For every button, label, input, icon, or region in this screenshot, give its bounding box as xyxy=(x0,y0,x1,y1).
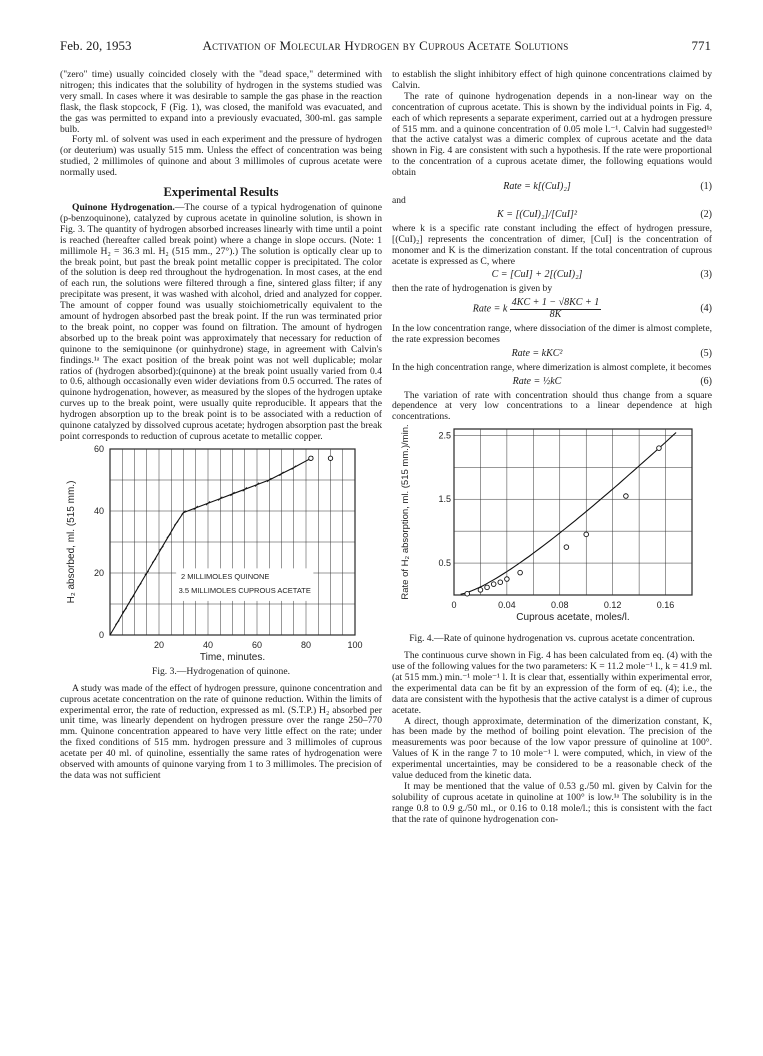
equation-4: Rate = k $\frac{4KC + 1 - √8KC + 1}{8K}$ (4) xyxy=(472,297,712,321)
data-point xyxy=(130,596,134,600)
x-tick-label: 40 xyxy=(202,639,214,650)
paragraph: In the high concentration range, where dimerization is almost complete, it becomes xyxy=(392,361,712,373)
equation-3: C = [CuI] + 2[(CuI)₂] (3) xyxy=(491,269,712,281)
x-tick-label: 80 xyxy=(300,639,312,650)
x-axis-label: Cuprous acetate, moles/l. xyxy=(516,612,630,624)
page-number: 771 xyxy=(691,38,711,53)
data-point xyxy=(624,494,629,499)
paragraph: It may be mentioned that the value of 0.53 g./50 ml. given by Calvin for the solubility of cuprous acetate in quinoline at 100° is low.¹ᵃ The solubility is in the range 0.8 to 0.9 g./50 ml., or 0.16 to 0.18 mole/l.; this is consistent with the fact that the rate of quinone hydrogenation con- xyxy=(392,780,712,825)
data-point xyxy=(309,456,313,460)
paragraph: ("zero" time) usually coincided closely with the "dead space," determined with nitrogen; this indicates that the solubility of hydrogen in the systems studied was very small. In cases where it was desirable to sample the gas phase in the reaction flask, the flask stopcock, F (Fig. 1), was closed, the manifold was evacuated, and the gas was permitted to expand into a previously evacuated, 300-ml. gas sample bulb. xyxy=(60,69,382,135)
right-column xyxy=(392,70,712,826)
figure-4 xyxy=(392,423,712,632)
data-point xyxy=(174,521,178,525)
outlier-point xyxy=(328,456,332,460)
annotation: 2 MILLIMOLES QUINONE xyxy=(181,572,270,582)
data-point xyxy=(167,534,171,538)
figure-4-chart xyxy=(392,423,712,628)
left-column xyxy=(60,70,382,782)
data-point xyxy=(518,571,523,576)
data-point xyxy=(478,588,483,593)
equation-1: Rate = k[(CuI)₂] (1) xyxy=(503,181,712,193)
data-point xyxy=(485,585,490,590)
data-point xyxy=(505,577,510,582)
x-tick-label: 60 xyxy=(251,639,263,650)
paragraph: Forty ml. of solvent was used in each experiment and the pressure of hydrogen (or deuterium) was usually 515 mm. Unless the effect of concentration was being studied, 2 millimoles of quinone and about 3 millimoles of cuprous acetate were normally used. xyxy=(60,134,382,179)
y-axis-label: H₂ absorbed, ml. (515 mm.) xyxy=(66,480,77,604)
paragraph: In the low concentration range, where dissociation of the dimer is almost complete, the rate expression becomes xyxy=(392,323,712,345)
y-tick-label: 2.5 xyxy=(438,430,451,441)
data-line xyxy=(110,458,311,635)
equation-5: Rate = kKC² (5) xyxy=(511,347,712,359)
y-axis-label: Rate of H₂ absorption, ml. (515 mm.)/min. xyxy=(400,424,411,600)
x-tick-label: 0 xyxy=(451,600,457,611)
x-tick-label: 0.16 xyxy=(656,600,675,611)
x-tick-label: 100 xyxy=(347,639,363,650)
y-tick-label: 0 xyxy=(98,629,104,640)
data-point xyxy=(159,546,163,550)
paragraph-text: —The course of a typical hydrogenation of quinone (p-benzoquinone), catalyzed by cuprous acetate in quinoline solution, is shown in Fig. 3. The quantity of hydrogen absorbed increases linearly with time until a point is reached (hereafter called break point) where a change in slope occurs. (Note: 1 millimole H₂ = 36.3 ml. H₂ (515 mm., 27°).) The solution is optically clear up to the break point, but past the break point metallic copper is precipitated. The color of the solution is deep red throughout the hydrogenation. In most cases, at the end of each run, the solutions were filtered through a fine, sintered glass filter; if any precipitate was present, it was washed with alcohol, dried and analyzed for copper. The amount of copper found was usually stoichiometrically equivalent to the amount of hydrogen absorbed past the break point. If the run was terminated prior to the break point, no copper was found on filtration. The amount of hydrogen absorbed up to the break point was approximately that necessary for reduction of quinone to the semiquinone (or quinhydrone) stage, in agreement with Calvin's findings.¹ᵃ The exact position of the break point was not well duplicable; molar ratios of (hydrogen absorbed):(quinone) at the break point usually varied from 0.4 to 0.6, although occasionally even wider deviations from 0.5 occurred. The rates of quinone hydrogenation, however, as measured by the slopes of the hydrogen uptake curves up to the break point, were usually quite reproducible. It appears that the hydrogen absorption up to the break point is to be associated with a reduction of quinone catalyzed by dissolved cuprous acetate; hydrogen absorption past the break point corresponds to reduction of cuprous acetate to metallic copper. xyxy=(60,201,382,442)
y-tick-label: 40 xyxy=(93,505,104,516)
data-point xyxy=(657,446,662,451)
figure-3 xyxy=(60,443,382,665)
figure-3-caption: Fig. 3.—Hydrogenation of quinone. xyxy=(151,665,291,677)
connector-text: and xyxy=(392,194,406,206)
y-tick-label: 20 xyxy=(93,567,104,578)
section-heading: Experimental Results xyxy=(163,185,279,200)
y-tick-label: 60 xyxy=(93,443,104,454)
x-tick-label: 0.12 xyxy=(603,600,622,611)
paragraph: to establish the slight inhibitory effect of high quinone concentrations claimed by Calvin. xyxy=(392,69,712,91)
header-date: Feb. 20, 1953 xyxy=(60,38,132,53)
data-point xyxy=(115,621,119,625)
paragraph: where k is a specific rate constant including the effect of hydrogen pressure, [(CuI)₂] represents the concentration of dimer, [CuI] is the concentration of monomer and K is the dimerization constant. If the total concentration of cuprous acetate is expressed as C, where xyxy=(392,222,712,267)
paragraph: A study was made of the effect of hydrogen pressure, quinone concentration and cuprous acetate concentration on the rate of quinone reduction. Within the limits of experimental error, the rate of reduction, expressed as ml. (S.T.P.) H₂ absorbed per unit time, was linearly dependent on hydrogen pressure over the range 250–770 mm. Quinone concentration appeared to have very little effect on the rate; under the fixed conditions of 515 mm. hydrogen pressure and 3 millimoles of cuprous acetate per 40 ml. of quinoline, essentially the same rates of hydrogenation were observed with amounts of quinone varying from 1 to 3 millimoles. The precision of the data was not sufficient xyxy=(60,682,382,781)
figure-3-chart xyxy=(60,443,382,661)
equation-2: K = [(CuI)₂]/[CuI]² (2) xyxy=(497,208,712,220)
figure-4-caption: Fig. 4.—Rate of quinone hydrogenation vs. cuprous acetate concentration. xyxy=(409,633,695,645)
data-point xyxy=(465,592,470,597)
data-point xyxy=(564,545,569,550)
data-point xyxy=(584,532,589,537)
paragraph: The variation of rate with concentration should thus change from a square dependence at very low concentrations to a linear dependence at high concentrations. xyxy=(392,389,712,423)
subsection-heading: Quinone Hydrogenation. xyxy=(72,201,175,213)
annotation: 3.5 MILLIMOLES CUPROUS ACETATE xyxy=(178,586,311,596)
paragraph xyxy=(60,203,382,443)
x-tick-label: 0.08 xyxy=(551,600,569,611)
paragraph: then the rate of hydrogenation is given by xyxy=(392,283,553,295)
fitted-curve xyxy=(461,433,676,595)
x-axis-label: Time, minutes. xyxy=(199,651,266,661)
equation-6: Rate = ½kC (6) xyxy=(512,375,712,387)
y-tick-label: 0.5 xyxy=(438,558,451,569)
plot-frame xyxy=(454,429,692,595)
data-point xyxy=(123,608,127,612)
x-tick-label: 0.04 xyxy=(498,600,516,611)
page-header xyxy=(60,38,711,56)
data-point xyxy=(498,580,503,585)
paragraph: The rate of quinone hydrogenation depends in a non-linear way on the concentration of cuprous acetate. This is shown by the individual points in Fig. 4, each of which represents a separate experiment, carried out at a hydrogen pressure of 515 mm. and a quinone concentration of 0.05 mole l.⁻¹. Calvin had suggested¹ᵃ that the active catalyst was a dimeric complex of cuprous acetate and the data shown in Fig. 4 are consistent with such a hypothesis. If the rate were proportional to the concentration of a cuprous acetate dimer, the following equations would obtain xyxy=(392,90,712,179)
data-point xyxy=(491,582,496,587)
paragraph: The continuous curve shown in Fig. 4 has been calculated from eq. (4) with the use of the following values for the two parameters: K = 11.2 mole⁻¹ l., k = 41.9 ml. (at 515 mm.) min.⁻¹ mole⁻¹ l. It is clear that, essentially within experimental error, the experimental data can be fit by an expression of the form of eq. (4); i.e., the data are consistent with the hypothesis that the active catalyst is a dimer of cuprous acetate. xyxy=(392,650,713,716)
paragraph: A direct, though approximate, determination of the dimerization constant, K, has been made by the method of boiling point elevation. The precision of the measurements was poor because of the low vapor pressure of quinoline at 100°. Values of K in the range 7 to 10 mole⁻¹ l. were computed, which, in view of the experimental uncertainties, may be considered to be a reasonable check of the value deduced from the kinetic data. xyxy=(392,715,712,782)
header-title: Activation of Molecular Hydrogen by Cuprous Acetate Solutions xyxy=(202,38,569,53)
x-tick-label: 20 xyxy=(153,639,165,650)
y-tick-label: 1.5 xyxy=(438,494,451,505)
data-point xyxy=(152,559,156,563)
data-point xyxy=(137,583,141,587)
